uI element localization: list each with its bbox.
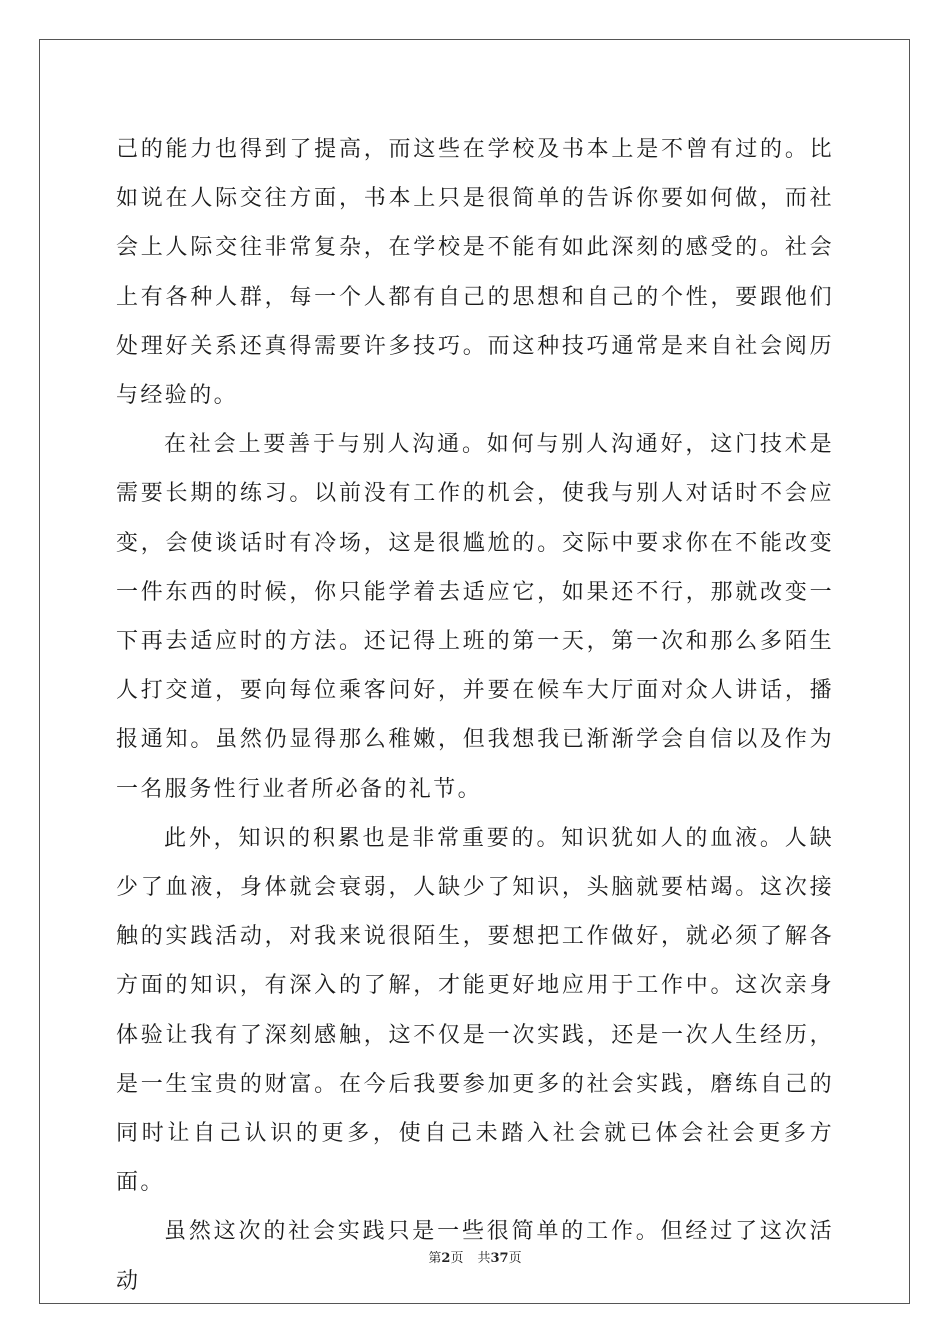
page-total: 37 xyxy=(490,1251,509,1266)
paragraph-2: 在社会上要善于与别人沟通。如何与别人沟通好，这门技术是需要长期的练习。以前没有工作的机会，使我与别人对话时不会应变，会使谈话时有冷场，这是很尴尬的。交际中要求你在不能改变一件东西的时候，你只能学着去适应它，如果还不行，那就改变一下再去适应时的方法。还记得上班的第一天，第一次和那么多陌生人打交道，要向每位乘客问好，并要在候车大厅面对众人讲话，播报通知。虽然仍显得那么稚嫩，但我想我已渐渐学会自信以及作为一名服务性行业者所必备的礼节。 xyxy=(116,432,834,802)
paragraph-3: 此外，知识的积累也是非常重要的。知识犹如人的血液。人缺少了血液，身体就会衰弱，人缺少了知识，头脑就要枯竭。这次接触的实践活动，对我来说很陌生，要想把工作做好，就必须了解各方面的知识，有深入的了解，才能更好地应用于工作中。这次亲身体验让我有了深刻感触，这不仅是一次实践，还是一次人生经历，是一生宝贵的财富。在今后我要参加更多的社会实践，磨练自己的同时让自己认识的更多，使自己未踏入社会就已体会社会更多方面。 xyxy=(116,825,834,1196)
total-prefix: 共 xyxy=(477,1251,491,1266)
paragraph-4: 虽然这次的社会实践只是一些很简单的工作。但经过了这次活动 xyxy=(116,1219,834,1294)
paragraph-1: 己的能力也得到了提高，而这些在学校及书本上是不曾有过的。比如说在人际交往方面，书本上只是很简单的告诉你要如何做，而社会上人际交往非常复杂，在学校是不能有如此深刻的感受的。社会上有各种人群，每一个人都有自己的思想和自己的个性，要跟他们处理好关系还真得需要许多技巧。而这种技巧通常是来自社会阅历与经验的。 xyxy=(116,137,834,409)
document-body xyxy=(116,125,834,1306)
page-current: 2 xyxy=(441,1251,451,1266)
page-prefix: 第 xyxy=(428,1251,442,1266)
page-unit: 页 xyxy=(450,1251,464,1266)
total-unit: 页 xyxy=(508,1251,522,1266)
page-footer xyxy=(0,1247,950,1266)
